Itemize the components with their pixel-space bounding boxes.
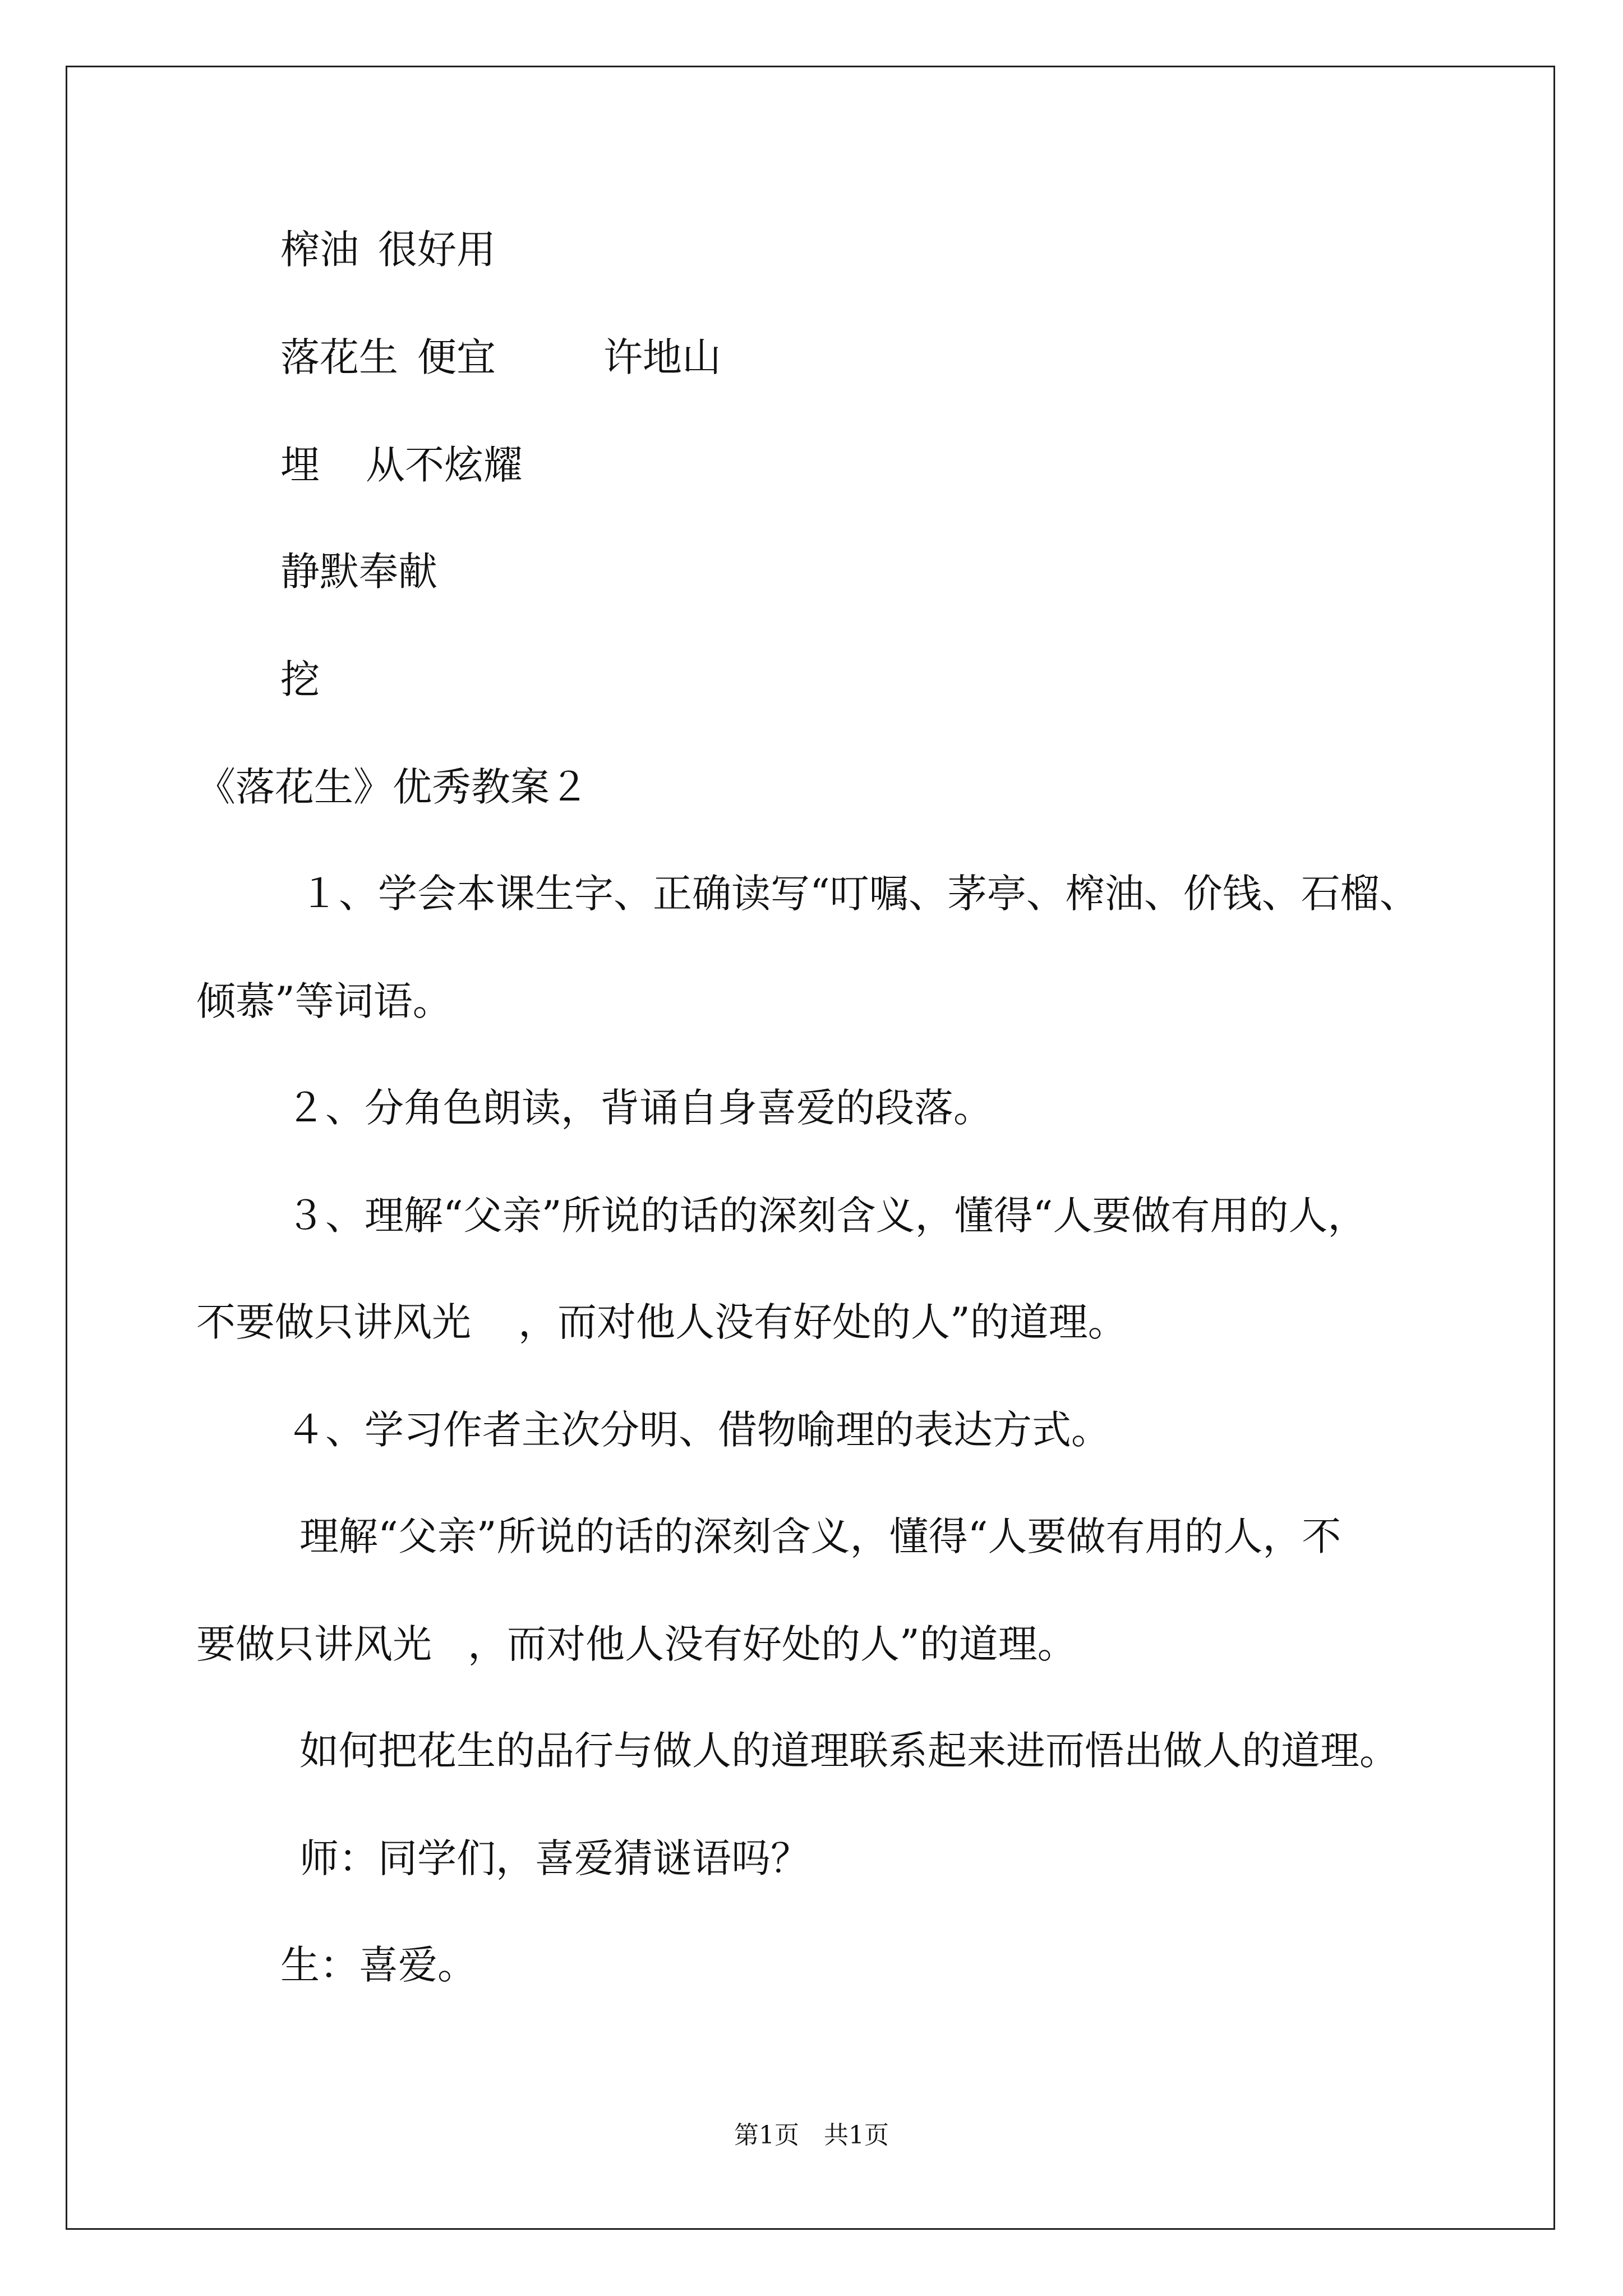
text-segment: 许地山 (603, 334, 721, 380)
text-line (280, 227, 496, 273)
section-heading: 《落花生》优秀教案２ (196, 764, 589, 810)
text-line (280, 334, 721, 380)
text-line: 师：同学们，喜爱猜谜语吗？ (299, 1835, 810, 1881)
text-segment: 榨油 (280, 227, 359, 273)
text-line: 生：喜爱。 (280, 1942, 477, 1988)
text-line: 如何把花生的品行与做人的道理联系起来进而悟出做人的道理。 (299, 1728, 1399, 1774)
text-line: 理解“父亲”所说的话的深刻含义，懂得“人要做有用的人，不 (299, 1513, 1341, 1559)
text-segment: 从不炫耀 (366, 442, 523, 488)
page-total: 共1页 (824, 2121, 889, 2150)
text-line: 倾慕”等词语。 (196, 978, 452, 1024)
text-segment: 不要做只讲风光 (196, 1299, 471, 1345)
text-line (196, 1621, 1077, 1667)
text-line: ２、分角色朗读，背诵自身喜爱的段落。 (286, 1085, 993, 1131)
text-segment: 埋 (280, 442, 320, 488)
text-line: 静默奉献 (280, 549, 437, 595)
text-line: １、学会本课生字、正确读写“叮嘱、茅亭、榨油、价钱、石榴、 (299, 871, 1419, 917)
text-segment: 落花生 (280, 334, 398, 380)
text-segment: 便宜 (417, 334, 496, 380)
text-line (196, 1299, 1127, 1345)
text-segment: ，而对他人没有好处的人”的道理。 (468, 1621, 1077, 1667)
page-number: 第1页 (734, 2121, 799, 2150)
text-segment: 要做只讲风光 (196, 1621, 432, 1667)
text-line: 挖 (280, 656, 320, 702)
page-border (66, 66, 1555, 2230)
text-line: ４、学习作者主次分明、借物喻理的表达方式。 (286, 1407, 1110, 1453)
text-segment: 很好用 (378, 227, 496, 273)
text-segment: ，而对他人没有好处的人”的道理。 (518, 1299, 1127, 1345)
page-footer (0, 2123, 1623, 2148)
text-line: ３、理解“父亲”所说的话的深刻含义，懂得“人要做有用的人， (286, 1193, 1367, 1239)
text-line (280, 442, 523, 488)
